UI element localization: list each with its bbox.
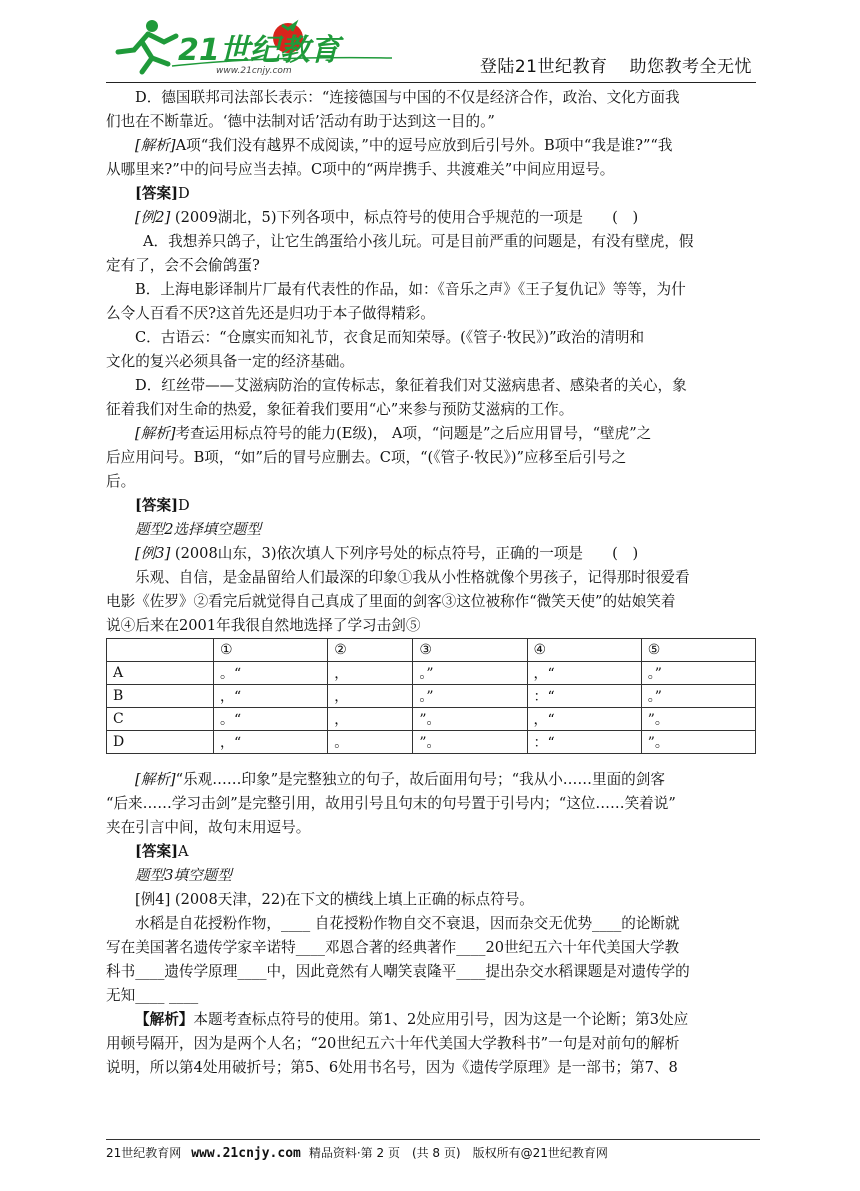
text-line: 乐观、自信，是金晶留给人们最深的印象①我从小性格就像个男孩子，记得那时很爱看 [135, 569, 690, 586]
table-cell: ③ [413, 639, 527, 662]
answer-line [106, 494, 760, 518]
table-cell: ，“ [214, 731, 328, 754]
footer-org: 21世纪教育网 [106, 1146, 182, 1160]
table-cell: ”。 [413, 731, 527, 754]
table-cell: 。” [641, 662, 755, 685]
table-row [107, 708, 756, 731]
text-line: 无知____ ____ [106, 987, 199, 1004]
analysis-paragraph: 【解析】本题考查标点符号的使用。第1、2处应用引号，因为这是一个论断；第3处应 [135, 1011, 689, 1028]
table-cell: ：“ [527, 731, 641, 754]
table-cell: ① [214, 639, 328, 662]
answer-label: [答案] [135, 843, 178, 860]
table-row [107, 731, 756, 754]
analysis-paragraph: [解析]考查运用标点符号的能力(E级)， A项，“问题是”之后应用冒号，“壁虎”之 [135, 425, 652, 442]
table-row [107, 685, 756, 708]
table-row [107, 662, 756, 685]
table-cell: 。“ [214, 662, 328, 685]
text-line: 说明，所以第4处用破折号；第5、6处用书名号，因为《遗传学原理》是一部书；第7、8 [106, 1059, 678, 1076]
text-line: 么令人百看不厌?这首先还是归功于本子做得精彩。 [106, 305, 435, 322]
table-cell: ② [328, 639, 413, 662]
table-cell: 。” [641, 685, 755, 708]
table-cell: ④ [527, 639, 641, 662]
answer-line [106, 182, 760, 206]
table-cell: 。” [413, 662, 527, 685]
analysis-label: 【解析】 [135, 1011, 194, 1028]
table-cell: ”。 [641, 731, 755, 754]
text-line: 水稻是自花授粉作物，____ 自花授粉作物自交不衰退，因而杂交无优势____的论断就 [135, 915, 680, 932]
question-type-heading: 题型2选择填空题型 [135, 521, 262, 538]
example-label: [例4] [135, 891, 171, 908]
table-cell: C [107, 708, 214, 731]
option-line: B．上海电影译制片厂最有代表性的作品，如：《音乐之声》《王子复仇记》等等，为什 [135, 281, 686, 298]
table-cell: ，“ [527, 708, 641, 731]
text-line: 科书____遗传学原理____中，因此竟然有人嘲笑袁隆平____提出杂交水稻课题是对遗传学的 [106, 963, 690, 980]
answer-value: D [178, 497, 190, 514]
option-line: D．红丝带——艾滋病防治的宣传标志，象征着我们对艾滋病患者、感染者的关心，象 [135, 377, 687, 394]
table-cell: ，“ [527, 662, 641, 685]
table-cell: ⑤ [641, 639, 755, 662]
page-header [106, 14, 756, 83]
option-line: A．我想养只鸽子，让它生鸽蛋给小孩儿玩。可是目前严重的问题是，有没有壁虎，假 [143, 233, 694, 250]
page-footer [106, 1139, 760, 1161]
table-cell: 。 [328, 731, 413, 754]
table-cell: ， [328, 662, 413, 685]
table-cell [107, 639, 214, 662]
example-heading: [例2] (2009湖北，5)下列各项中，标点符号的使用合乎规范的一项是 ( ) [135, 209, 639, 226]
punctuation-table [106, 638, 756, 754]
question-type-heading: 题型3填空题型 [135, 867, 232, 884]
text-line: 后应用问号。B项，“如”后的冒号应删去。C项，“(《管子·牧民》)”应移至后引号之 [106, 449, 627, 466]
text-line: 说④后来在2001年我很自然地选择了学习击剑⑤ [106, 617, 421, 634]
analysis-paragraph: [解析]A项“我们没有越界不成阅读，”中的逗号应放到后引号外。B项中“我是谁?”“我 [135, 137, 673, 154]
logo [112, 16, 412, 78]
text-line: 夹在引言中间，故句末用逗号。 [106, 819, 311, 836]
analysis-paragraph: [解析]“乐观……印象”是完整独立的句子，故后面用句号；“我从小……里面的剑客 [135, 771, 665, 788]
page-content [106, 86, 760, 1080]
text-line: 征着我们对生命的热爱，象征着我们要用“心”来参与预防艾滋病的工作。 [106, 401, 574, 418]
logo-text: 21世纪教育 [178, 33, 340, 68]
example-label: [例2] [135, 209, 171, 226]
table-cell: ， [328, 685, 413, 708]
answer-line [106, 840, 760, 864]
analysis-label: [解析] [135, 771, 176, 788]
answer-value: D [178, 185, 190, 202]
table-cell: ， [328, 708, 413, 731]
text-line: 定有了，会不会偷鸽蛋? [106, 257, 260, 274]
analysis-label: [解析] [135, 137, 176, 154]
table-header-row [107, 639, 756, 662]
option-line: C．古语云：“仓廪实而知礼节，衣食足而知荣辱。(《管子·牧民》)”政治的清明和 [135, 329, 645, 346]
answer-label: [答案] [135, 185, 178, 202]
table-cell: 。“ [214, 708, 328, 731]
text-line: D．德国联邦司法部长表示：“连接德国与中国的不仅是经济合作，政治、文化方面我 [135, 89, 680, 106]
text-line: 从哪里来?”中的问号应当去掉。C项中的“两岸携手、共渡难关”中间应用逗号。 [106, 161, 615, 178]
table-cell: ，“ [214, 685, 328, 708]
text-line: 电影《佐罗》②看完后就觉得自己真成了里面的剑客③这位被称作“微笑天使”的姑娘笑着 [106, 593, 676, 610]
text-line: 们也在不断靠近。‘德中法制对话’活动有助于达到这一目的。” [106, 113, 495, 130]
table-cell: B [107, 685, 214, 708]
text-line: 文化的复兴必须具备一定的经济基础。 [106, 353, 355, 370]
table-cell: ：“ [527, 685, 641, 708]
table-cell: 。” [413, 685, 527, 708]
example-heading: [例3] (2008山东，3)依次填人下列序号处的标点符号，正确的一项是 ( ) [135, 545, 639, 562]
table-cell: ”。 [641, 708, 755, 731]
table-cell: D [107, 731, 214, 754]
answer-value: A [178, 843, 189, 860]
slogan-2: 助您教考全无忧 [629, 57, 752, 77]
table-cell: A [107, 662, 214, 685]
running-figure-icon [118, 20, 176, 72]
header-slogan [458, 52, 752, 77]
text-line: 后。 [106, 473, 136, 490]
footer-info: 精品资料·第 2 页 (共 8 页) 版权所有@21世纪教育网 [308, 1146, 608, 1160]
text-line: 用顿号隔开，因为是两个人名；“20世纪五六十年代美国大学教科书”一句是对前句的解析 [106, 1035, 680, 1052]
footer-site-link[interactable]: www.21cnjy.com [191, 1146, 301, 1161]
slogan-1: 登陆21世纪教育 [479, 57, 608, 77]
text-line: “后来……学习击剑”是完整引用，故用引号且句末的句号置于引号内；“这位……笑着说” [106, 795, 676, 812]
table-cell: ”。 [413, 708, 527, 731]
example-heading: [例4] (2008天津，22)在下文的横线上填上正确的标点符号。 [135, 891, 534, 908]
answer-label: [答案] [135, 497, 178, 514]
text-line: 写在美国著名遗传学家辛诺特____邓恩合著的经典著作____20世纪五六十年代美国大学教 [106, 939, 680, 956]
example-label: [例3] [135, 545, 171, 562]
logo-url: www.21cnjy.com [216, 66, 292, 76]
analysis-label: [解析] [135, 425, 176, 442]
